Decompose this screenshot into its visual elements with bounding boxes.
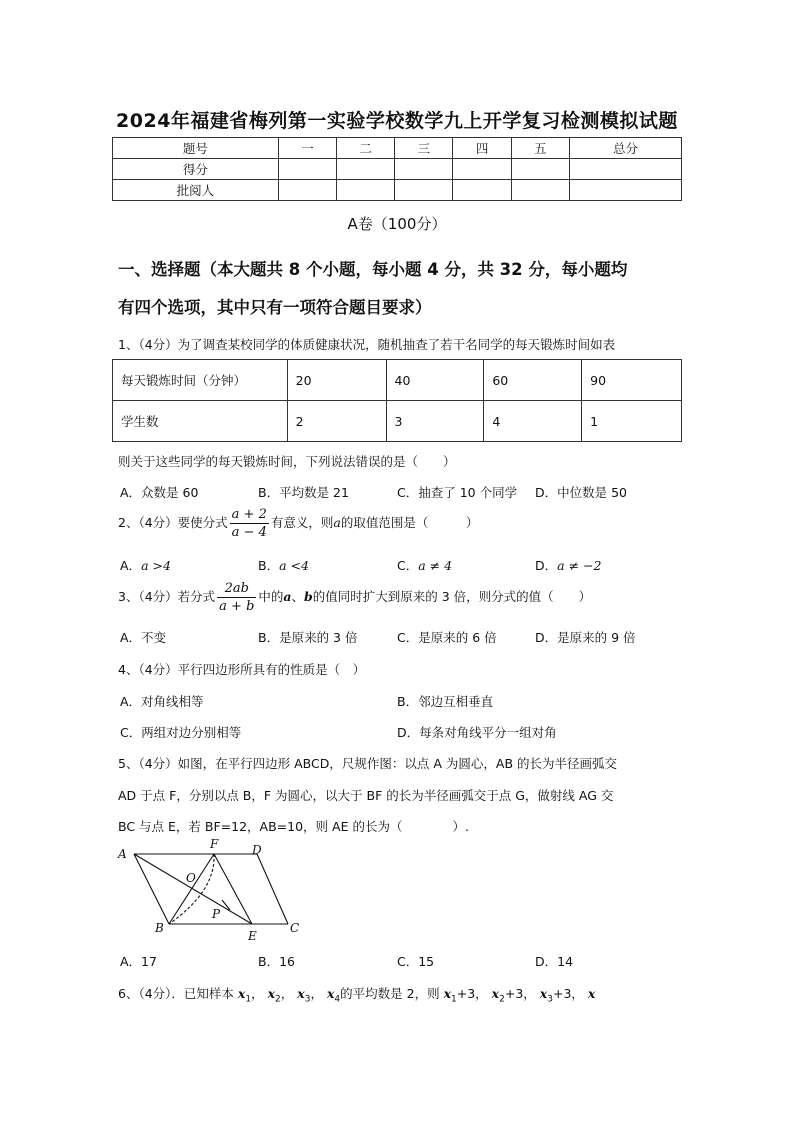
q1-table-row: [113, 360, 682, 401]
label-d: D: [252, 843, 262, 857]
label-b: B: [155, 921, 164, 935]
score-table: [112, 137, 682, 201]
score-header-cell: 二: [337, 138, 395, 159]
q1-cell: 3: [386, 401, 484, 442]
q1-cell: 4: [484, 401, 582, 442]
score-header-cell: 总分: [569, 138, 681, 159]
q5-line1: 5、（4分）如图，在平行四边形 ABCD，尺规作图：以点 A 为圆心，AB 的长为半径画弧交: [118, 756, 617, 771]
q2-option-b: B．a <4: [258, 558, 309, 573]
q1-cell: 20: [287, 360, 386, 401]
q2-stem: 2、（4分）要使分式 $\frac{a + 2}{a - 4}$ 有意义，则a的取值范围是（ ）: [118, 507, 479, 540]
q5-option-d: D．14: [535, 954, 574, 969]
q1-cell: 90: [582, 360, 682, 401]
q3-fraction: $\frac{2ab}{a + b}$: [219, 581, 255, 614]
q3-option-b: B．是原来的 3 倍: [258, 630, 358, 645]
q1-cell: 1: [582, 401, 682, 442]
part1-heading-line2: 有四个选项，其中只有一项符合题目要求）: [118, 298, 432, 317]
score-header-cell: 题号: [113, 138, 279, 159]
q1-cell: 60: [484, 360, 582, 401]
score-header-cell: 五: [511, 138, 569, 159]
segment-bf: [169, 854, 214, 924]
q3-option-d: D．是原来的 9 倍: [535, 630, 636, 645]
label-p: P: [212, 907, 221, 921]
page-title: 2024年福建省梅列第一实验学校数学九上开学复习检测模拟试题: [116, 110, 678, 132]
score-header-cell: 一: [278, 138, 336, 159]
q5-line3: BC 与点 E，若 BF=12，AB=10，则 AE 的长为（ ）.: [118, 819, 469, 834]
q1-stem: 1、（4分）为了调查某校同学的体质健康状况，随机抽查了若干名同学的每天锻炼时间如表: [118, 337, 616, 352]
q5-option-a: A．17: [120, 954, 157, 969]
segment-dc: [257, 854, 288, 924]
q1-cell: 2: [287, 401, 386, 442]
q3-option-a: A．不变: [120, 630, 167, 645]
q1-cell: 40: [386, 360, 484, 401]
label-a: A: [118, 847, 127, 861]
q1-option-a: A．众数是 60: [120, 485, 199, 500]
q5-option-c: C．15: [397, 954, 435, 969]
q1-cell: 每天锻炼时间（分钟）: [113, 360, 288, 401]
score-table-header-row: [113, 138, 682, 159]
q4-option-d: D．每条对角线平分一组对角: [397, 725, 557, 740]
q1-cell: 学生数: [113, 401, 288, 442]
q4-option-a: A．对角线相等: [120, 694, 204, 709]
score-row-label: 得分: [113, 159, 279, 180]
q1-option-b: B．平均数是 21: [258, 485, 349, 500]
q3-stem: 3、（4分）若分式 $\frac{2ab}{a + b}$ 中的a、b的值同时扩大到原来的 3 倍，则分式的值（ ）: [118, 581, 592, 614]
q2-fraction: $\frac{a + 2}{a - 4}$: [231, 507, 267, 540]
score-header-cell: 四: [453, 138, 511, 159]
label-f: F: [210, 837, 219, 851]
q4-option-c: C．两组对边分别相等: [120, 725, 242, 740]
part1-heading-line1: 一、选择题（本大题共 8 个小题，每小题 4 分，共 32 分，每小题均: [118, 260, 628, 279]
q1-table-row: [113, 401, 682, 442]
label-e: E: [248, 929, 257, 943]
q4-option-b: B．邻边互相垂直: [397, 694, 494, 709]
score-row-label: 批阅人: [113, 180, 279, 201]
q5-option-b: B．16: [258, 954, 295, 969]
q1-question: 则关于这些同学的每天锻炼时间，下列说法错误的是（ ）: [118, 454, 456, 469]
q2-option-c: C．a ≠ 4: [397, 558, 453, 573]
q5-parallelogram-figure: [112, 836, 312, 946]
q3-option-c: C．是原来的 6 倍: [397, 630, 497, 645]
section-a-heading: A卷（100分）: [347, 215, 447, 233]
label-c: C: [290, 921, 300, 935]
q2-option-a: A．a >4: [120, 558, 171, 573]
q4-stem: 4、（4分）平行四边形所具有的性质是（ ）: [118, 662, 366, 677]
q2-option-d: D．a ≠ −2: [535, 558, 602, 573]
score-table-row: [113, 180, 682, 201]
q1-option-c: C．抽查了 10 个同学: [397, 485, 518, 500]
q6-stem: 6、（4分）．已知样本 $x_1$， $x_2$， $x_3$， $x_4$的平均数是 2，则 $x_1+3$， $x_2+3$， $x_3+3$， x: [118, 986, 596, 1005]
q1-data-table: [112, 359, 682, 442]
q1-option-d: D．中位数是 50: [535, 485, 628, 500]
q5-line2: AD 于点 F，分别以点 B，F 为圆心，以大于 BF 的长为半径画弧交于点 G，做射线 AG 交: [118, 788, 614, 803]
label-o: O: [186, 871, 196, 885]
score-header-cell: 三: [395, 138, 453, 159]
score-table-row: [113, 159, 682, 180]
